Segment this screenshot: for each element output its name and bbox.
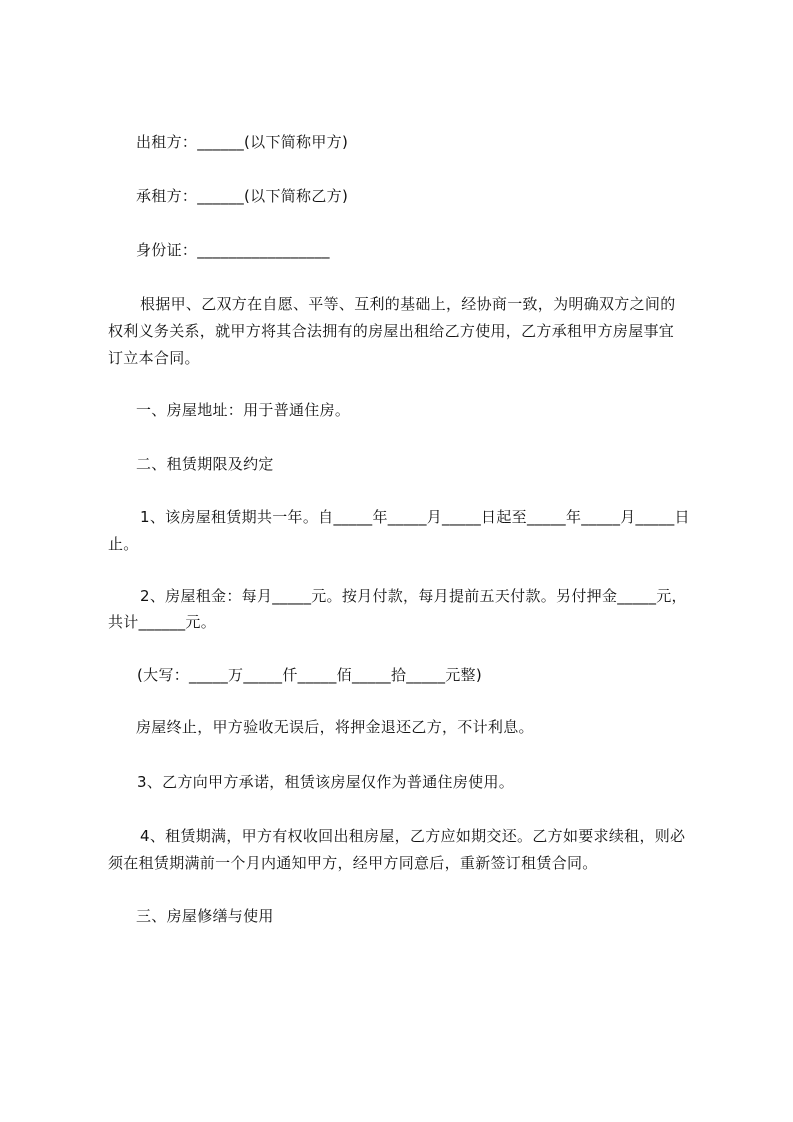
intro-paragraph-line-2: 权利义务关系，就甲方将其合法拥有的房屋出租给乙方使用，乙方承租甲方房屋事宜 [108, 322, 675, 340]
section-1-heading: 一、房屋地址：用于普通住房。 [136, 401, 351, 419]
lessee-line: 承租方：______(以下简称乙方) [136, 187, 349, 205]
intro-paragraph-line-1: 根据甲、乙双方在自愿、平等、互利的基础上，经协商一致，为明确双方之间的 [140, 295, 676, 313]
deposit-refund-line: 房屋终止，甲方验收无误后，将押金退还乙方，不计利息。 [136, 718, 534, 736]
item-1-line-1: 1、该房屋租赁期共一年。自_____年_____月_____日起至_____年_____月_____日 [140, 508, 690, 526]
id-line: 身份证：_________________ [136, 241, 330, 259]
lessor-line: 出租方：______(以下简称甲方) [136, 133, 349, 151]
item-4-line-2: 须在租赁期满前一个月内通知甲方，经甲方同意后，重新签订租赁合同。 [108, 854, 598, 872]
item-2-line-1: 2、房屋租金：每月_____元。按月付款，每月提前五天付款。另付押金_____元， [140, 587, 687, 605]
section-3-heading: 三、房屋修缮与使用 [136, 907, 274, 925]
item-2-line-2: 共计______元。 [108, 613, 217, 631]
section-2-heading: 二、租赁期限及约定 [136, 455, 274, 473]
amount-in-words-line: (大写：_____万_____仟_____佰_____拾_____元整) [137, 666, 483, 684]
item-1-line-2: 止。 [108, 535, 139, 553]
intro-paragraph-line-3: 订立本合同。 [108, 349, 200, 367]
item-4-line-1: 4、租赁期满，甲方有权收回出租房屋，乙方应如期交还。乙方如要求续租，则必 [140, 827, 686, 845]
item-3-line: 3、乙方向甲方承诺，租赁该房屋仅作为普通住房使用。 [137, 773, 515, 791]
